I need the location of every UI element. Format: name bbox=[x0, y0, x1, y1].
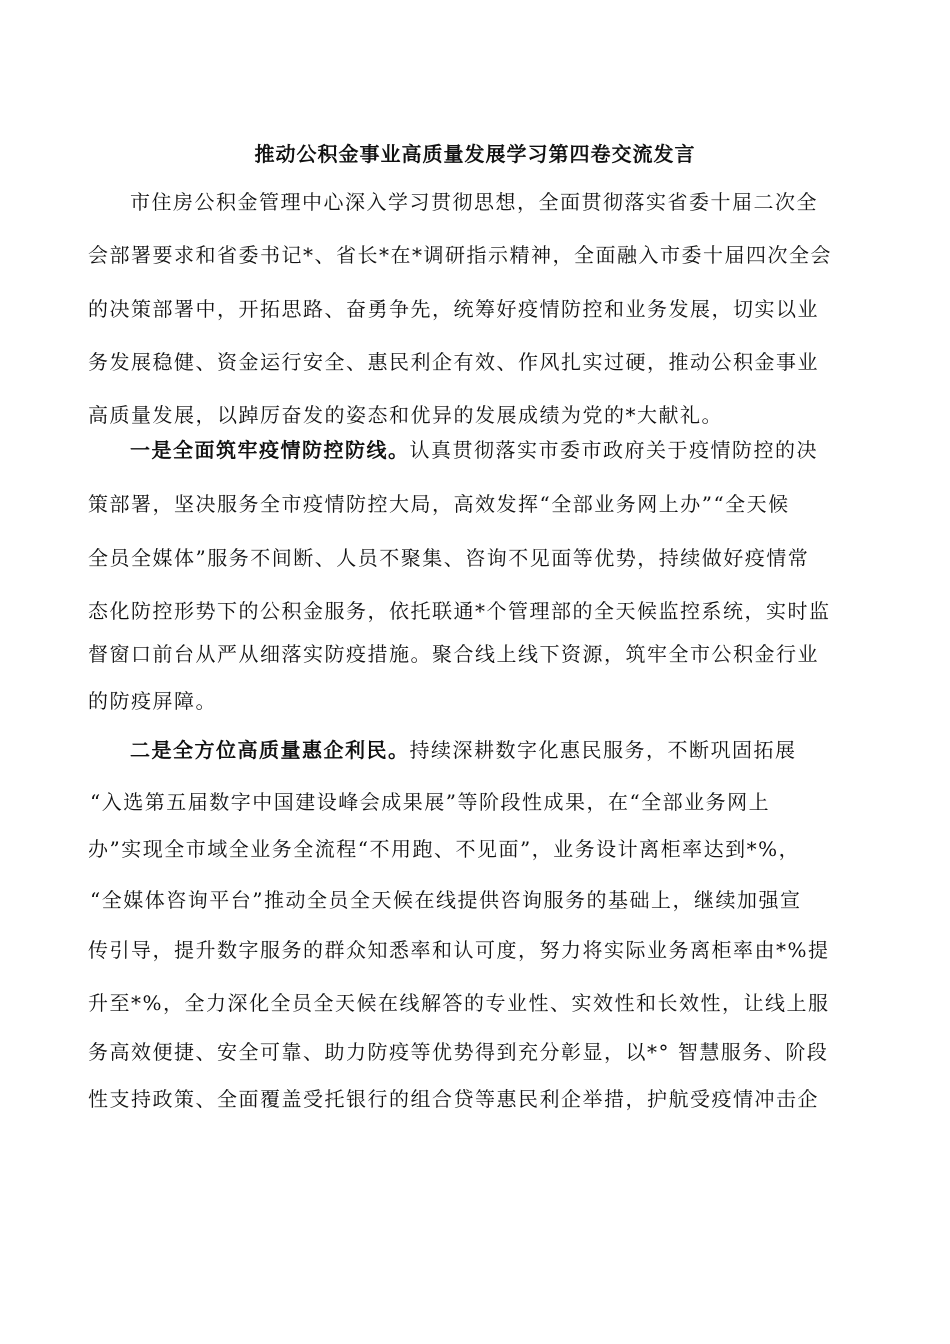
paragraph-3-line-7: 务高效便捷、安全可靠、助力防疫等优势得到充分彰显，以*° 智慧服务、阶段 bbox=[88, 1040, 829, 1064]
paragraph-3-lead: 二是全方位高质量惠企利民。 bbox=[130, 738, 410, 762]
paragraph-2-line-5: 督窗口前台从严从细落实防疫措施。聚合线上线下资源，筑牢全市公积金行业 bbox=[88, 642, 819, 666]
paragraph-2-line-3: 全员全媒体”服务不间断、人员不聚集、咨询不见面等优势，持续做好疫情常 bbox=[88, 546, 810, 570]
paragraph-2-line-1 bbox=[130, 433, 818, 467]
paragraph-1-line-3: 的决策部署中，开拓思路、奋勇争先，统筹好疫情防控和业务发展，切实以业 bbox=[88, 297, 819, 321]
document-title: 推动公积金事业高质量发展学习第四卷交流发言 bbox=[254, 142, 696, 166]
paragraph-3-line-6: 升至*%，全力深化全员全天候在线解答的专业性、实效性和长效性，让线上服 bbox=[88, 991, 830, 1015]
paragraph-2-line-6: 的防疫屏障。 bbox=[88, 689, 217, 713]
paragraph-2-line-4: 态化防控形势下的公积金服务，依托联通*个管理部的全天候监控系统，实时监 bbox=[88, 599, 831, 623]
paragraph-1-line-1: 市住房公积金管理中心深入学习贯彻思想，全面贯彻落实省委十届二次全 bbox=[130, 190, 818, 214]
paragraph-3-line-3: 办”实现全市域全业务全流程“不用跑、不见面”，业务设计离柜率达到*%， bbox=[88, 837, 801, 861]
paragraph-2-line-2: 策部署，坚决服务全市疫情防控大局，高效发挥“全部业务网上办”“全天候 bbox=[88, 492, 790, 516]
paragraph-3-line-5: 传引导，提升数字服务的群众知悉率和认可度，努力将实际业务离柜率由*%提 bbox=[88, 938, 830, 962]
paragraph-1-line-5: 高质量发展，以踔厉奋发的姿态和优异的发展成绩为党的*大献礼。 bbox=[88, 403, 723, 427]
paragraph-3-line-1-text: 持续深耕数字化惠民服务，不断巩固拓展 bbox=[409, 738, 797, 762]
paragraph-3-line-4: “全媒体咨询平台”推动全员全天候在线提供咨询服务的基础上，继续加强宣 bbox=[90, 888, 802, 912]
paragraph-3-line-2: “入选第五届数字中国建设峰会成果展”等阶段性成果，在“全部业务网上 bbox=[90, 790, 771, 814]
paragraph-1-line-2: 会部署要求和省委书记*、省长*在*调研指示精神，全面融入市委十届四次全会 bbox=[88, 243, 832, 267]
paragraph-3-line-8: 性支持政策、全面覆盖受托银行的组合贷等惠民利企举措，护航受疫情冲击企 bbox=[88, 1087, 819, 1111]
paragraph-2-line-1-text: 认真贯彻落实市委市政府关于疫情防控的决 bbox=[409, 438, 818, 462]
paragraph-3-line-1 bbox=[130, 733, 797, 767]
paragraph-2-lead: 一是全面筑牢疫情防控防线。 bbox=[130, 438, 410, 462]
paragraph-1-line-4: 务发展稳健、资金运行安全、惠民利企有效、作风扎实过硬，推动公积金事业 bbox=[88, 350, 819, 374]
